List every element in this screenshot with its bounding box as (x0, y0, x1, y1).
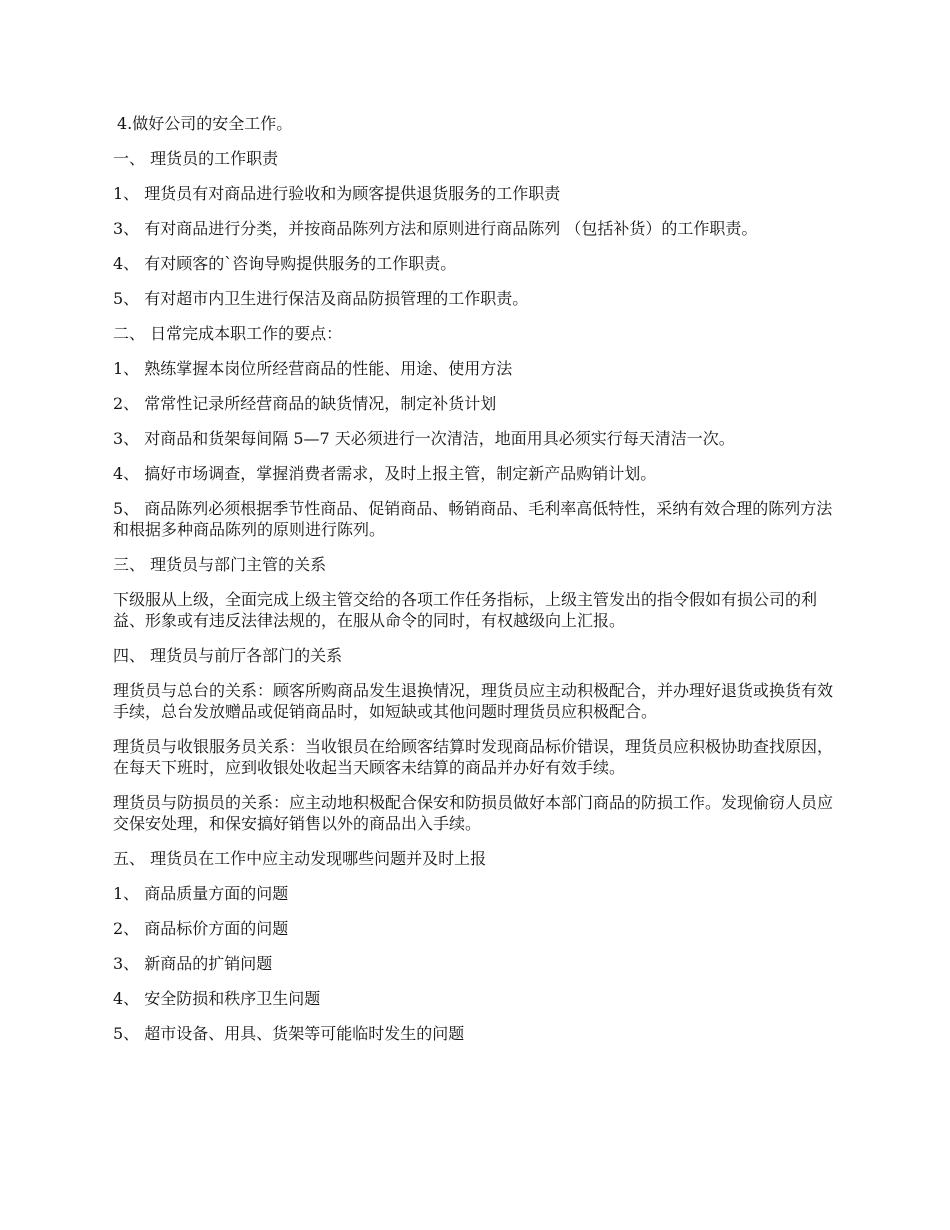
paragraph-duty-4: 4、 有对顾客的`咨询导购提供服务的工作职责。 (113, 254, 457, 273)
paragraph-issue-3: 3、 新商品的扩销问题 (113, 954, 273, 973)
paragraph-duty-3: 3、 有对商品进行分类，并按商品陈列方法和原则进行商品陈列 （包括补货）的工作职责。 (113, 219, 758, 238)
paragraph-point-4: 4、 搞好市场调查，掌握消费者需求，及时上报主管，制定新产品购销计划。 (113, 464, 657, 483)
paragraph-front-desk-relation: 理货员与总台的关系：顾客所购商品发生退换情况，理货员应主动积极配合，并办理好退货或换货有效手续，总台发放赠品或促销商品时，如短缺或其他问题时理货员应积极配合。 (113, 681, 834, 721)
paragraph-duty-5: 5、 有对超市内卫生进行保洁及商品防损管理的工作职责。 (113, 289, 529, 308)
paragraph-supervisor-relation: 下级服从上级，全面完成上级主管交给的各项工作任务指标，上级主管发出的指令假如有损公司的利益、形象或有违反法律法规的，在服从命令的同时，有权越级向上汇报。 (113, 590, 818, 630)
paragraph-safety-work: 4.做好公司的安全工作。 (117, 114, 293, 133)
paragraph-point-3: 3、 对商品和货架每间隔 5—7 天必须进行一次清洁，地面用具必须实行每天清洁一次。 (113, 429, 735, 448)
paragraph-cashier-relation: 理货员与收银服务员关系：当收银员在给顾客结算时发现商品标价错误，理货员应积极协助查找原因，在每天下班时，应到收银处收起当天顾客未结算的商品并办好有效手续。 (113, 737, 834, 777)
document-body (113, 113, 843, 1058)
paragraph-point-2: 2、 常常性记录所经营商品的缺货情况，制定补货计划 (113, 394, 497, 413)
heading-section-3: 三、 理货员与部门主管的关系 (113, 555, 327, 574)
heading-section-1: 一、 理货员的工作职责 (113, 149, 279, 168)
heading-section-2: 二、 日常完成本职工作的要点： (113, 324, 343, 343)
paragraph-issue-5: 5、 超市设备、用具、货架等可能临时发生的问题 (113, 1024, 465, 1043)
paragraph-issue-4: 4、 安全防损和秩序卫生问题 (113, 989, 321, 1008)
paragraph-issue-1: 1、 商品质量方面的问题 (113, 884, 289, 903)
paragraph-point-1: 1、 熟练掌握本岗位所经营商品的性能、用途、使用方法 (113, 359, 513, 378)
paragraph-point-5: 5、 商品陈列必须根据季节性商品、促销商品、畅销商品、毛利率高低特性，采纳有效合理的陈列方法和根据多种商品陈列的原则进行陈列。 (113, 499, 833, 539)
paragraph-loss-prevention-relation: 理货员与防损员的关系：应主动地积极配合保安和防损员做好本部门商品的防损工作。发现偷窃人员应交保安处理，和保安搞好销售以外的商品出入手续。 (113, 793, 834, 833)
heading-section-5: 五、 理货员在工作中应主动发现哪些问题并及时上报 (113, 849, 487, 868)
paragraph-issue-2: 2、 商品标价方面的问题 (113, 919, 289, 938)
paragraph-duty-1: 1、 理货员有对商品进行验收和为顾客提供退货服务的工作职责 (113, 184, 561, 203)
heading-section-4: 四、 理货员与前厅各部门的关系 (113, 646, 343, 665)
